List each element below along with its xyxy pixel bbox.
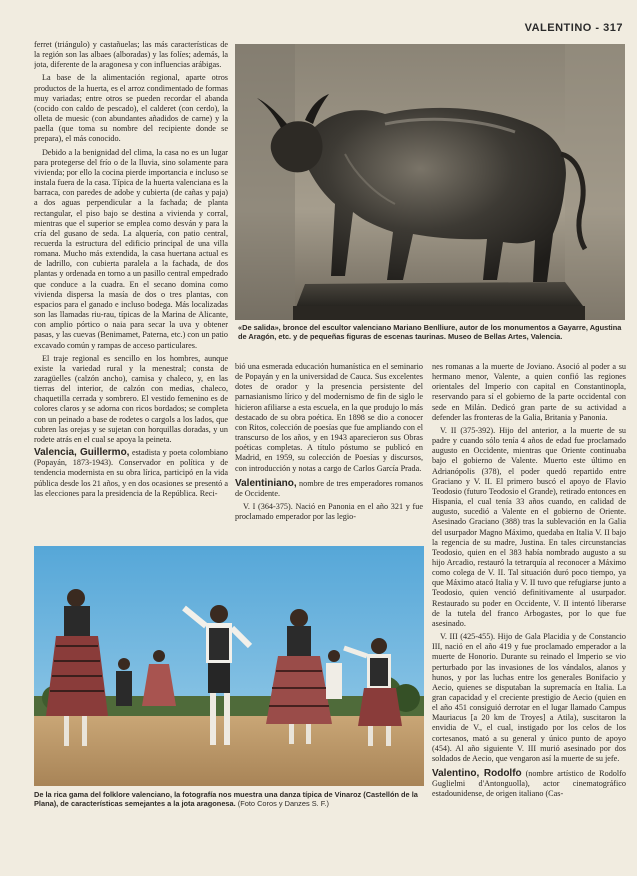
paragraph-housing: Debido a la benignidad del clima, la casa no es un lugar para protegerse del frío o de la lluvia, sino solamente para vivienda; por ello la cocina pierde importancia e incluso se instala fuera de la casa. Típica de la huerta valenciana es la barraca, con paredes de adobe y cubierta (de cañas y paja) a dos aguas perpendicular a la fachada; de planta rectangular, el piso bajo se destina a vivienda y corral, mientras que el superior se emplea como desván y para la cría del gusano de seda. La alquería, con patio central, recuerda la estructura del edificio principal de una villa romana. Mucho más extendida, la casa huertana actual es de ladrillo, con cubierta paralela a la fachada, de dos plantas y ordenada en torno a un pasillo central empedrado que conduce a la cuadra. En el secano domina como vivienda dispersa la masía de dos o tres plantas, con espacios para el ganado e incluso bodega. Más localizadas son las llamadas riu-rau, típicas de la Marina de Alicante, con amplio pórtico o naia para secar la uva y obtener pasas, y las cuevas (Benimamet, Paterna, etc.) con un patio excavado común y rampas de acceso particulares.: [34, 147, 228, 350]
entry-valentiniano-text: nombre de tres emperadores romanos de Occidente.: [235, 478, 423, 498]
entry-valentiniano: [235, 479, 423, 499]
paragraph-valencia-cont: bió una esmerada educación humanística en el seminario de Popayán y en la universidad de Cauca. Sus excelentes dotes de orador y la presencia persistente del parnasianismo lírico y del modernismo de fin de siglo le hicieron afiliarse a esta escuela, en la que produjo lo más destacado de su obra poética. En 1898 se dio a conocer con Ritos, colección de poesías que fue ampliando con el transcurso de los años, y en 1943 aparecieron sus Obras poéticas completas. A título póstumo se publicó en Madrid, en 1959, su colección de Poesías y discursos, con introducción y notas a cargo de Carlos García Prada.: [235, 362, 423, 473]
folk-dance-photo: [34, 546, 424, 786]
entry-valentino: [432, 769, 626, 799]
page-header: [525, 22, 623, 34]
header-separator: -: [595, 22, 600, 34]
paragraph-valentiniano-i: V. I (364-375). Nació en Panonia en el año 321 y fue proclamado emperador por las legio-: [235, 502, 423, 522]
entry-valentino-heading: Valentino, Rodolfo: [432, 768, 522, 780]
bull-sculpture-image: [235, 44, 625, 320]
running-title: VALENTINO: [524, 22, 592, 34]
column-middle: [235, 362, 423, 540]
folk-dance-image: [34, 546, 424, 786]
photo-credit: (Foto Coros y Danzes S. F.): [237, 799, 329, 809]
entry-valencia-heading: Valencia, Guillermo,: [34, 447, 130, 459]
entry-valencia: [34, 448, 228, 499]
entry-valencia-text: estadista y poeta colombiano (Popayán, 1873-1943). Conservador en política y de tendencia modernista en su obra lírica, participó en la vida pública desde los 21 años, y en dos ocasiones se presentó a las elecciones para la presidencia de la República. Reci-: [34, 448, 228, 498]
entry-valentino-text: (nombre artístico de Rodolfo Guglielmi d'Antonguolla), actor cinematográfico estadounidense, de origen italiano (Cas-: [432, 769, 626, 799]
paragraph-valentiniano-ii: V. II (375-392). Hijo del anterior, a la muerte de su padre y cuando sólo tenía 4 años de edad fue proclamado augusto en Occidente, mientras que Oriente continuaba bajo el gobierno de Valente. Muerto este último en Adrianópolis (378), el poder quedó repartido entre Graciano y V. II. El primero buscó el apoyo de Flavio Teodosio (futuro Teodosio el Grande), retirado entonces en Hispania, el cual tenía 33 años cuando, en calidad de augusto, sucedió a Valente en el gobierno de Oriente. Asesinado Graciano (388) tras la sublevación en la Galia del usurpador Magno Máximo, quedaba en Italia V. II bajo la regencia de su madre, Justina. En tales circunstancias Teodosio, quien en el 383 había nombrado augusto a su hijo Arcadio, restauró la tetrarquía al reconocer a Máximo como colega de V. II. Tal situación duró poco tiempo, ya que Máximo atacó Italia y V. II tuvo que refugiarse junto a Teodosio, quien venció definitivamente al usurpador. Restaurado su poder en Occidente, V. II intentó liberarse de la tutela del franco Arbogastes, por lo que fue asesinado.: [432, 425, 626, 628]
entry-valentiniano-heading: Valentiniano,: [235, 477, 297, 489]
folk-dance-caption: [34, 790, 426, 808]
paragraph-food: La base de la alimentación regional, aparte otros productos de la huerta, es el arroz condimentado de formas muy variadas; entre otros se pueden recordar el abanda (cocido con caldo de pescado), el calderet (con cerdo), la olleta de muesic (con abundantes añadidos de carne) y la paella (que toma su nombre del recipiente donde se prepara), el más conocido.: [34, 73, 228, 144]
paragraph-valentiniano-iii: V. III (425-455). Hijo de Gala Placidia y de Constancio III, nació en el año 419 y fue proclamado emperador a la muerte de Honorio. Durante su reinado el Imperio se vio perturbado por las invasiones de los vándalos, alanos y hunos, y por las luchas entre los generales Bonifacio y Aecio, quienes se disputaban la supremacía en Italia. La gran capacidad y el creciente prestigio de Aecio (quien en el año 451 consiguió derrotar en el lugar llamado Campus Mauriacus [a 20 km de Troyes] a Atila), suscitaron la envidia de V., el cual, instigado por los celos de los cortesanos, mató a su general y único punto de apoyo (454). Al año siguiente V. III murió asesinado por dos soldados de Aecio, que vengaron así la muerte de su jefe.: [432, 632, 626, 763]
paragraph-music: ferret (triángulo) y castañuelas; las más características de la región son las albaes (alboradas) y las folíes; además, la jota, diferente de la aragonesa y con influencias arábigas.: [34, 40, 228, 70]
paragraph-valentiniano-i-cont: nes romanas a la muerte de Joviano. Asoció al poder a su hermano menor, Valente, a quien confió las regiones orientales del Imperio con capital en Constantinopla, reservando para sí el gobierno de la parte occidental con sede en Milán. Dedicó gran parte de su actividad a defender las fronteras de la Galia, Britania y Panonia.: [432, 362, 626, 422]
folk-dance-caption-text: De la rica gama del folklore valenciano, la fotografía nos muestra una danza típica de Vinaroz (Castellón de la Plana), de características semejantes a la jota aragonesa.: [34, 790, 418, 809]
page-number: 317: [603, 22, 623, 34]
column-right: [432, 362, 626, 842]
bull-sculpture-photo: [235, 44, 625, 320]
bull-sculpture-caption: «De salida», bronce del escultor valenciano Mariano Benlliure, autor de los monumentos a Gayarre, Agustina de Aragón, etc. y de pequeñas figuras de escenas taurinas. Museo de Bellas Artes, Valencia.: [238, 323, 622, 342]
paragraph-costume: El traje regional es sencillo en los hombres, aunque existe la variedad rural y la menestral; consta de zaragüelles (calzón ancho), camisa y chaleco, y, en las tierras del interior, de calzón con medias, chaleco, chaquetilla cerrada y sombrero. El vestido femenino es de colores claros y se adorna con ricos bordados; se completa con un peinado a base de rodetes o cargols a los lados, que cubren las orejas y se sujetan con horquillas doradas, y un rodete atrás en el cual se apoya la peineta.: [34, 353, 228, 444]
column-left: [34, 40, 228, 550]
